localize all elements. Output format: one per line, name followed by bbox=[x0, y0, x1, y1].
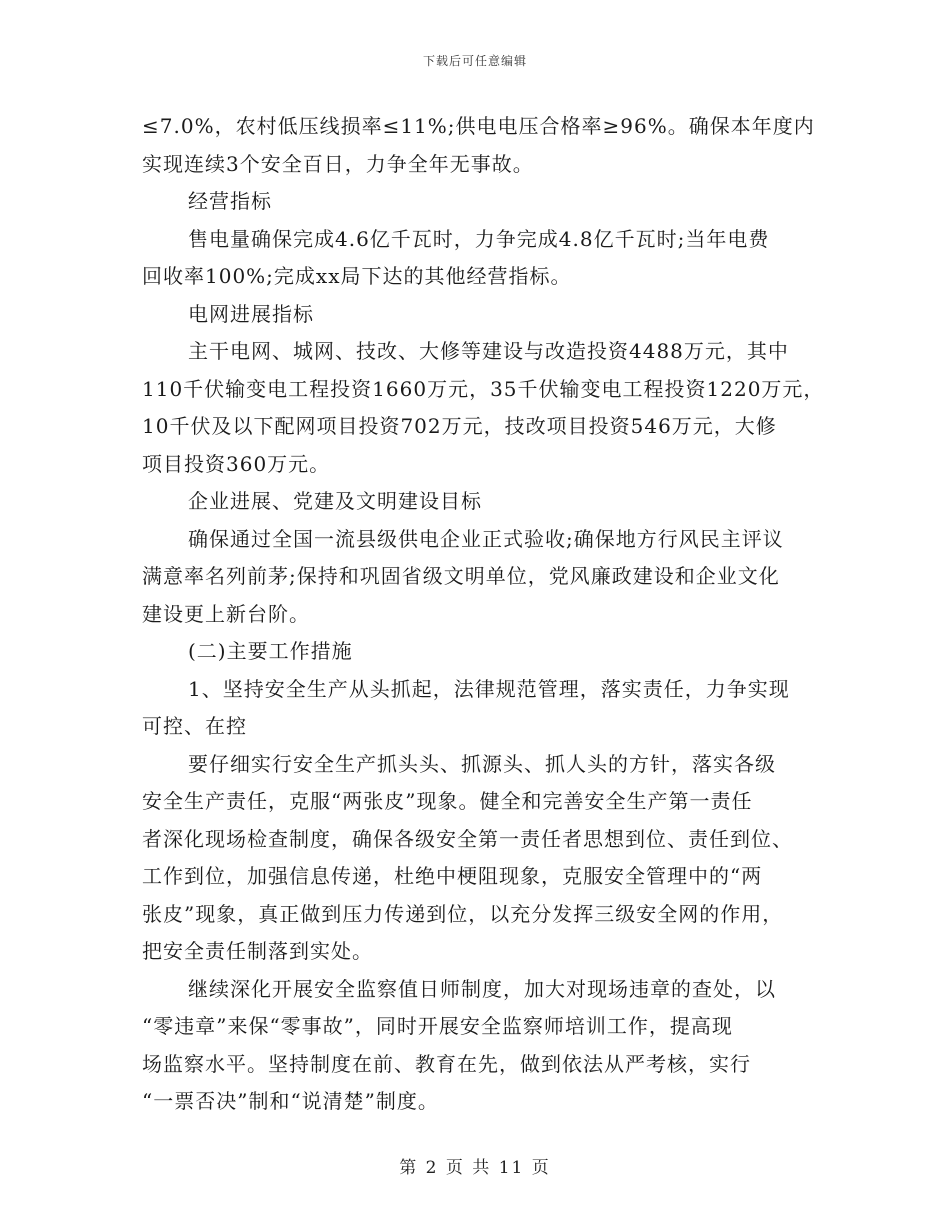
text-line: 可控、在控 bbox=[142, 714, 247, 738]
text-line: 售电量确保完成4.6亿千瓦时，力争完成4.8亿千瓦时;当年电费 bbox=[188, 226, 770, 251]
text-line: 确保通过全国一流县级供电企业正式验收;确保地方行风民主评议 bbox=[188, 526, 784, 551]
text-line: 者深化现场检查制度，确保各级安全第一责任者思想到位、责任到位、 bbox=[142, 826, 793, 851]
section-heading: 经营指标 bbox=[188, 189, 272, 213]
text-line: 场监察水平。坚持制度在前、教育在先，做到依法从严考核，实行 bbox=[142, 1051, 751, 1076]
text-line: 要仔细实行安全生产抓头头、抓源头、抓人头的方针，落实各级 bbox=[188, 751, 776, 776]
text-line: 张皮”现象，真正做到压力传递到位，以充分发挥三级安全网的作用， bbox=[142, 901, 784, 926]
text-line: 回收率100%;完成xx局下达的其他经营指标。 bbox=[142, 264, 572, 288]
text-line: 主干电网、城网、技改、大修等建设与改造投资4488万元，其中 bbox=[188, 339, 789, 363]
text-line: 安全生产责任，克服“两张皮”现象。健全和完善安全生产第一责任 bbox=[142, 789, 753, 813]
text-line: 满意率名列前茅;保持和巩固省级文明单位，党风廉政建设和企业文化 bbox=[142, 564, 780, 588]
section-heading: 企业进展、党建及文明建设目标 bbox=[188, 489, 482, 513]
text-line: 工作到位，加强信息传递，杜绝中梗阻现象，克服安全管理中的“两 bbox=[142, 864, 763, 888]
text-line: ≤7.0%，农村低压线损率≤11%;供电电压合格率≥96%。确保本年度内 bbox=[142, 114, 815, 138]
text-line: 继续深化开展安全监察值日师制度，加大对现场违章的查处，以 bbox=[188, 976, 776, 1001]
page-header: 下载后可任意编辑 bbox=[422, 54, 527, 68]
text-line: 把安全责任制落到实处。 bbox=[142, 939, 373, 963]
page-number: 第 2 页 共 11 页 bbox=[399, 1158, 551, 1178]
section-heading: 1、坚持安全生产从头抓起，法律规范管理，落实责任，力争实现 bbox=[188, 676, 790, 701]
text-line: “一票否决”制和“说清楚”制度。 bbox=[142, 1089, 439, 1113]
section-heading: (二)主要工作措施 bbox=[188, 639, 353, 663]
document-body bbox=[142, 108, 825, 1121]
text-line: “零违章”来保“零事故”，同时开展安全监察师培训工作，提高现 bbox=[142, 1014, 733, 1038]
text-line: 110千伏输变电工程投资1660万元，35千伏输变电工程投资1220万元， bbox=[142, 376, 825, 401]
text-line: 实现连续3个安全百日，力争全年无事故。 bbox=[142, 151, 534, 176]
text-line: 建设更上新台阶。 bbox=[142, 601, 310, 626]
text-line: 10千伏及以下配网项目投资702万元，技改项目投资546万元，大修 bbox=[142, 414, 777, 438]
section-heading: 电网进展指标 bbox=[188, 301, 314, 326]
text-line: 项目投资360万元。 bbox=[142, 451, 331, 476]
